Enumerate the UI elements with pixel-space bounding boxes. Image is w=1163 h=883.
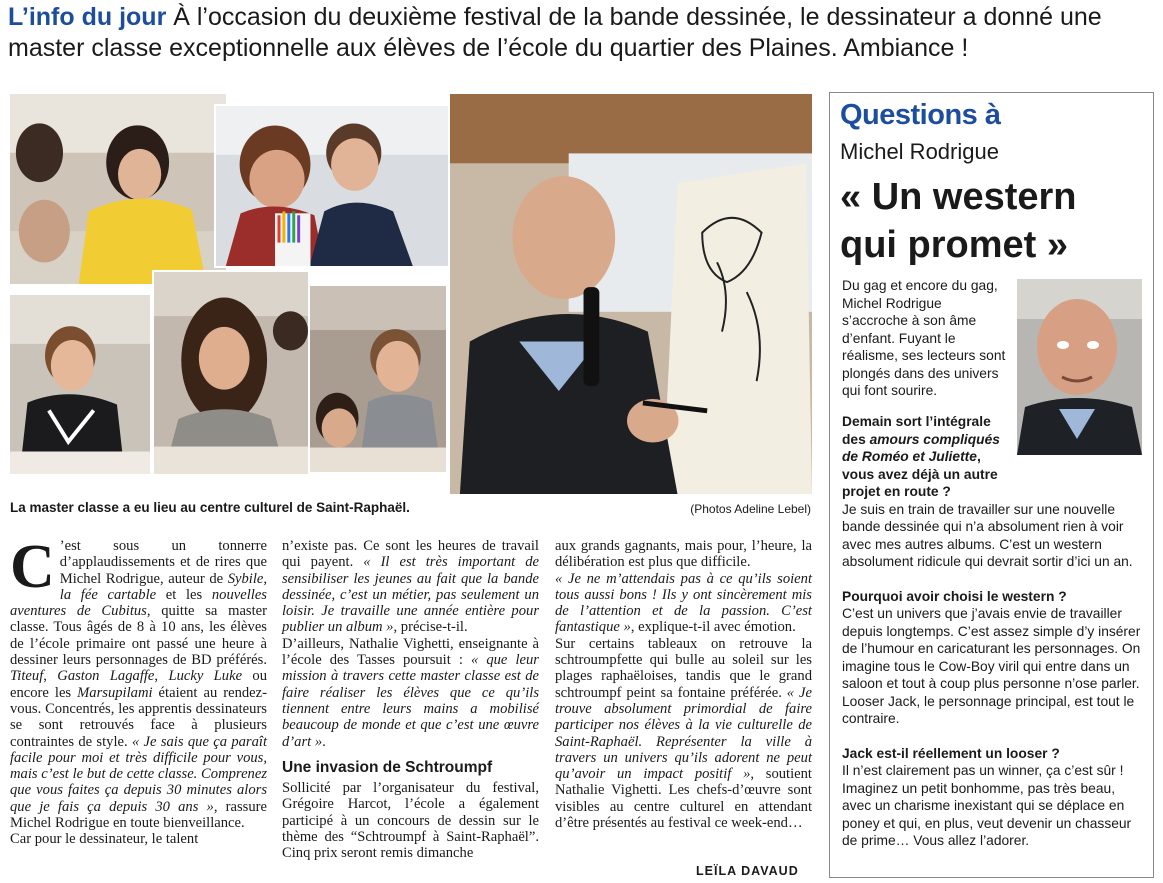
article-paragraph: Sollicité par l’organisateur du festival, Grégoire Harcot, l’école a également participé à un concours de dessin sur le thème des “Schtroumpf à Saint-Raphaël”. Cinq prix seront remis dimanche (282, 780, 539, 862)
pull-quote (840, 173, 1077, 269)
text-run: , explique-t-il avec émotion. (630, 619, 796, 636)
photo-girl-long-hair (152, 270, 310, 476)
drop-cap: C (10, 533, 55, 601)
text-run: , rassure Michel Rodrigue en toute bienveillance. (10, 798, 267, 832)
article-paragraph (282, 538, 539, 636)
article-paragraph (282, 636, 539, 750)
photo-caption: La master classe a eu lieu au centre culturel de Saint-Raphaël. (10, 500, 410, 515)
article-column-2 (282, 538, 539, 862)
headline-kicker: L’info du jour (8, 3, 167, 31)
book-title: amours compliqués de Roméo et Juliette (842, 431, 1000, 464)
headline-text: À l’occasion du deuxième festival de la bande dessinée, le dessinateur a donné une master classe exceptionnelle aux élèves de l’école du quartier des Plaines. Ambiance ! (8, 3, 1102, 62)
questions-box (829, 92, 1154, 878)
answer: Il n’est clairement pas un winner, ça c’est sûr ! Imaginez un petit bonhomme, pas très beau, avec un charisme inexistant qui se déplace en poney et qui, en plus, veut devenir un chasseur de prime… Vous allez l’adorer. (842, 763, 1132, 848)
subheading: Une invasion de Schtroumpf (282, 758, 493, 776)
photo-michel-rodrigue-drawing (448, 92, 814, 496)
quote: « Je sais que ça paraît facile pour moi et très difficile pour vous, mais c’est le but de cette classe. Comprenez que vous faites ça depuis 30 minutes alors que je fais ça depuis 30 ans » (10, 733, 267, 815)
quote: « que leur mission à travers cette master classe est de faire réaliser les élèves que ce qu’ils tiennent entre leurs mains a mobilisé beaucoup de monde et que c’est une œuvre d’art » (282, 652, 539, 750)
interviewee-name: Michel Rodrigue (840, 139, 999, 164)
article-column-1 (10, 533, 268, 848)
text-run: ou encore les (10, 668, 268, 701)
text-run: Demain sort l’intégrale des (842, 414, 991, 447)
photo-girl-yellow (8, 92, 228, 286)
photo-collage (8, 92, 814, 496)
pull-quote-line: qui promet » (840, 224, 1069, 266)
article-paragraph: aux grands gagnants, mais pour, l’heure, la délibération est plus que difficile. (555, 538, 812, 571)
book-title: nouvelles aventures de Cubitus (10, 586, 267, 620)
article-column-3 (555, 538, 812, 831)
question: Pourquoi avoir choisi le western ? (842, 588, 1067, 604)
headline (8, 2, 1158, 64)
article-paragraph (555, 636, 812, 832)
photo-boy-colored-pencils (214, 104, 464, 268)
text-run: n’existe pas. Ce sont les heures de travail qui payent. (282, 538, 539, 571)
text-run: , (43, 668, 58, 685)
text-run: , (154, 668, 169, 685)
photo-credit: (Photos Adeline Lebel) (690, 502, 811, 516)
photo-boy-black-jacket (8, 293, 152, 476)
text-run: et les (156, 586, 212, 603)
character-name: Gaston Lagaffe (57, 668, 155, 685)
quote: « Je ne m’attendais pas à ce qu’ils soient tous aussi bons ! Ils y ont sincèrement mis de l’attention et de la passion. C’est fantastique » (555, 570, 812, 636)
quote: « Je trouve absolument primordial de faire participer nos élèves à la vie culturelle de Saint-Raphaël. Représenter la ville à travers un univers qu’ils adorent ne peut qu’avoir un impact positif » (555, 684, 812, 783)
answer: Je suis en train de travailler sur une nouvelle bande dessinée qui n’a absolument rien à voir avec mes autres albums. C’est un western absolument ridicule qui devrait sortir d’ici un an. (842, 501, 1133, 569)
pull-quote-line: « Un western (840, 176, 1077, 218)
text-run: . (322, 733, 326, 750)
book-title: Sybile, la fée cartable (59, 570, 267, 603)
text-run: , vous avez déjà un autre projet en route ? (842, 449, 998, 499)
byline: LEÏLA DAVAUD (696, 864, 799, 878)
text-run: ’est sous un tonnerre d’applaudissements et de rires que Michel Rodrigue, auteur de (59, 538, 267, 587)
answer: C’est un univers que j’avais envie de travailler depuis longtemps. C’est assez simple d’y insérer de l’humour en caricaturant les personnages. On imagine tous le Cow-Boy viril qui entre dans un saloon et tout à coup plus personne n’ose parler. Looser Jack, le personnage principal, est tout le contraire. (842, 606, 1141, 726)
text-run: , précise-t-il. (393, 619, 468, 636)
text-run: étaient au rendez-vous. Concentrés, les apprentis dessinateurs se sont retrouvés face à plusieurs contraintes de style. (10, 684, 268, 750)
photo-boys-at-desk (308, 284, 448, 474)
text-run: Sur certains tableaux on retrouve la schtroumpfette qui bulle au soleil sur les plages raphaëloises, tandis que le grand schtroumpf peint sa fontaine préférée. (555, 635, 812, 701)
interview-body (842, 413, 1145, 850)
character-name: Marsupilami (77, 684, 153, 701)
questions-title: Questions à (840, 99, 1001, 131)
article-paragraph (555, 571, 812, 636)
character-name: Titeuf (10, 668, 44, 685)
text-run: D’ailleurs, Nathalie Vighetti, enseignante à l’école des Tasses poursuit : (282, 635, 539, 669)
article-paragraph (10, 533, 268, 832)
quote: « Il est très important de sensibiliser les jeunes au fait que la bande dessinée, c’est un métier, pas seulement un loisir. Je travaille une année entière pour publier un album » (282, 554, 540, 636)
article-paragraph: Car pour le dessinateur, le talent (10, 831, 199, 848)
text-run: , soutient Nathalie Vighetti. Les chefs-d’œuvre sont visibles au centre culturel en attendant d’être présentés au festival ce week-end… (555, 766, 812, 832)
interview-intro: Du gag et encore du gag, Michel Rodrigue s’accroche à son âme d’enfant. Fuyant le réalisme, ses lecteurs sont plongés dans des univers qui font sourire. (842, 278, 1006, 398)
text-run: , quitte sa master classe. Tous âgés de 8 à 10 ans, les élèves de l’école primaire ont passé une heure à dessiner leurs personnages de BD préférés. (10, 603, 267, 669)
question (842, 413, 1007, 501)
question: Jack est-il réellement un looser ? (842, 745, 1060, 761)
character-name: Lucky Luke (168, 668, 243, 685)
